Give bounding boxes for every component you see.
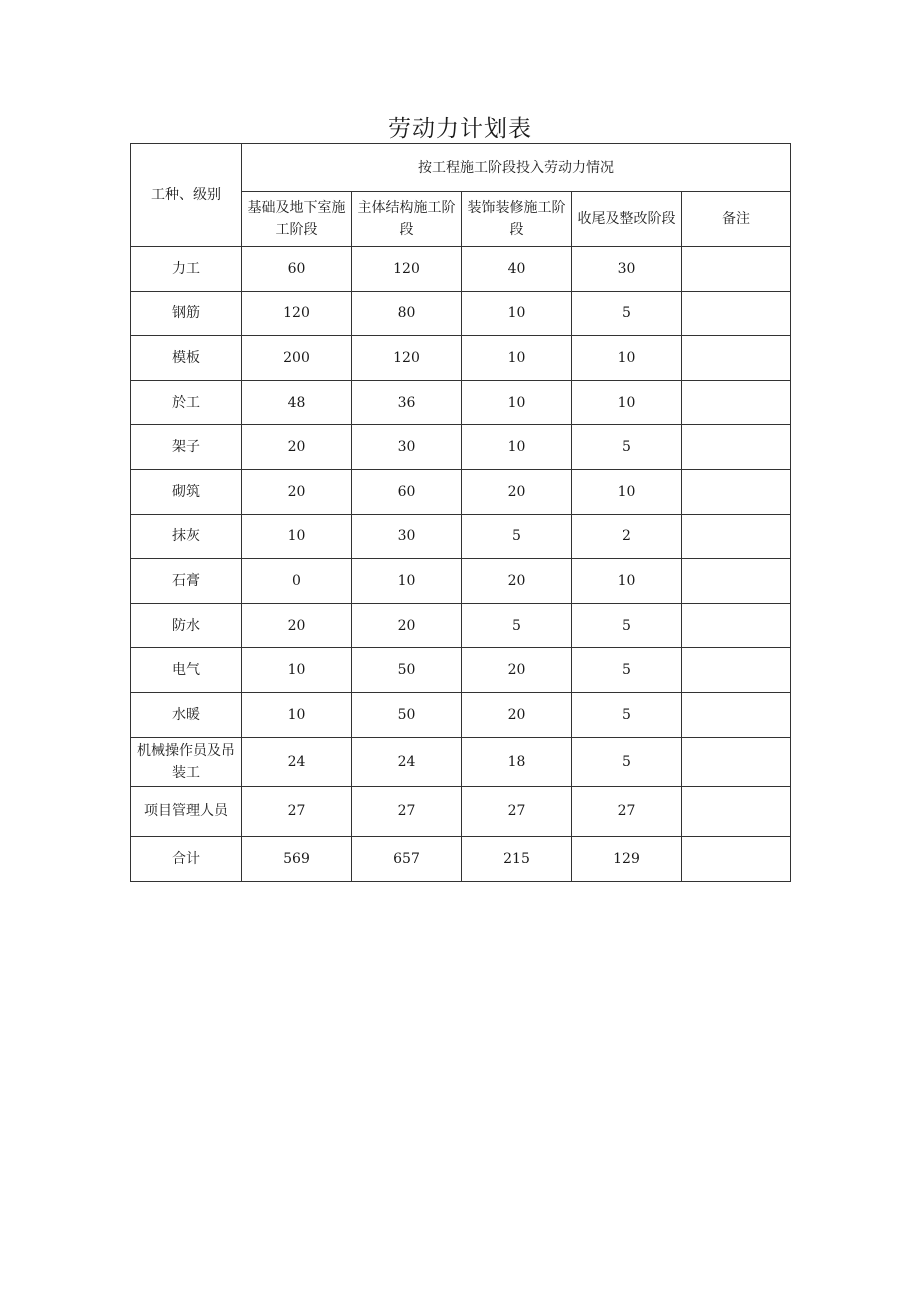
trade-header: 工种、级别 [131,144,242,247]
trade-cell: 抹灰 [131,514,242,559]
value-cell: 27 [462,786,572,836]
value-cell: 20 [462,692,572,737]
table-row [131,692,791,737]
trade-cell: 模板 [131,336,242,381]
remark-cell [682,836,791,881]
value-cell: 5 [572,648,682,693]
table-row [131,469,791,514]
remark-cell [682,737,791,786]
value-cell: 10 [462,425,572,470]
value-cell: 120 [352,336,462,381]
trade-cell: 机械操作员及吊装工 [131,737,242,786]
remark-cell [682,648,791,693]
value-cell: 48 [242,380,352,425]
total-value-cell: 215 [462,836,572,881]
value-cell: 10 [572,380,682,425]
stage-header-structure: 主体结构施工阶段 [352,192,462,247]
total-value-cell: 657 [352,836,462,881]
value-cell: 120 [352,247,462,292]
stage-group-header: 按工程施工阶段投入劳动力情况 [242,144,791,192]
table-row [131,559,791,604]
trade-cell: 电气 [131,648,242,693]
total-value-cell: 129 [572,836,682,881]
value-cell: 5 [572,291,682,336]
remark-cell [682,786,791,836]
table-row [131,247,791,292]
remark-cell [682,425,791,470]
table-row [131,514,791,559]
value-cell: 10 [572,336,682,381]
table-row [131,425,791,470]
value-cell: 10 [242,514,352,559]
table-row [131,291,791,336]
remark-cell [682,559,791,604]
value-cell: 5 [572,425,682,470]
value-cell: 60 [242,247,352,292]
trade-cell: 砌筑 [131,469,242,514]
value-cell: 30 [352,514,462,559]
value-cell: 36 [352,380,462,425]
stage-header-decoration: 装饰装修施工阶段 [462,192,572,247]
value-cell: 50 [352,648,462,693]
table-row [131,380,791,425]
remarks-header: 备注 [682,192,791,247]
value-cell: 60 [352,469,462,514]
table-row [131,737,791,786]
trade-cell: 项目管理人员 [131,786,242,836]
value-cell: 5 [462,514,572,559]
value-cell: 10 [242,692,352,737]
trade-cell: 石膏 [131,559,242,604]
remark-cell [682,291,791,336]
total-row [131,836,791,881]
header-row-1 [131,144,791,192]
value-cell: 20 [352,603,462,648]
labor-plan-table [130,143,791,882]
value-cell: 0 [242,559,352,604]
value-cell: 24 [352,737,462,786]
value-cell: 10 [572,559,682,604]
value-cell: 120 [242,291,352,336]
value-cell: 10 [242,648,352,693]
value-cell: 10 [462,291,572,336]
remark-cell [682,380,791,425]
value-cell: 10 [462,336,572,381]
value-cell: 30 [352,425,462,470]
table-row [131,786,791,836]
value-cell: 20 [462,469,572,514]
remark-cell [682,603,791,648]
trade-cell: 防水 [131,603,242,648]
stage-header-finishing: 收尾及整改阶段 [572,192,682,247]
remark-cell [682,336,791,381]
value-cell: 80 [352,291,462,336]
value-cell: 30 [572,247,682,292]
value-cell: 20 [242,603,352,648]
table-row [131,336,791,381]
remark-cell [682,247,791,292]
value-cell: 5 [572,603,682,648]
remark-cell [682,692,791,737]
table-row [131,648,791,693]
total-label-cell: 合计 [131,836,242,881]
total-value-cell: 569 [242,836,352,881]
value-cell: 2 [572,514,682,559]
value-cell: 40 [462,247,572,292]
value-cell: 18 [462,737,572,786]
value-cell: 20 [242,469,352,514]
value-cell: 5 [462,603,572,648]
value-cell: 24 [242,737,352,786]
value-cell: 50 [352,692,462,737]
value-cell: 20 [242,425,352,470]
remark-cell [682,469,791,514]
remark-cell [682,514,791,559]
value-cell: 27 [242,786,352,836]
trade-cell: 水暖 [131,692,242,737]
value-cell: 27 [572,786,682,836]
stage-header-foundation: 基础及地下室施工阶段 [242,192,352,247]
trade-cell: 钢筋 [131,291,242,336]
page-title: 劳动力计划表 [388,116,532,142]
value-cell: 10 [352,559,462,604]
value-cell: 5 [572,692,682,737]
trade-cell: 力工 [131,247,242,292]
value-cell: 10 [462,380,572,425]
value-cell: 10 [572,469,682,514]
value-cell: 200 [242,336,352,381]
trade-cell: 架子 [131,425,242,470]
table-row [131,603,791,648]
value-cell: 5 [572,737,682,786]
value-cell: 20 [462,648,572,693]
trade-cell: 於工 [131,380,242,425]
value-cell: 27 [352,786,462,836]
value-cell: 20 [462,559,572,604]
